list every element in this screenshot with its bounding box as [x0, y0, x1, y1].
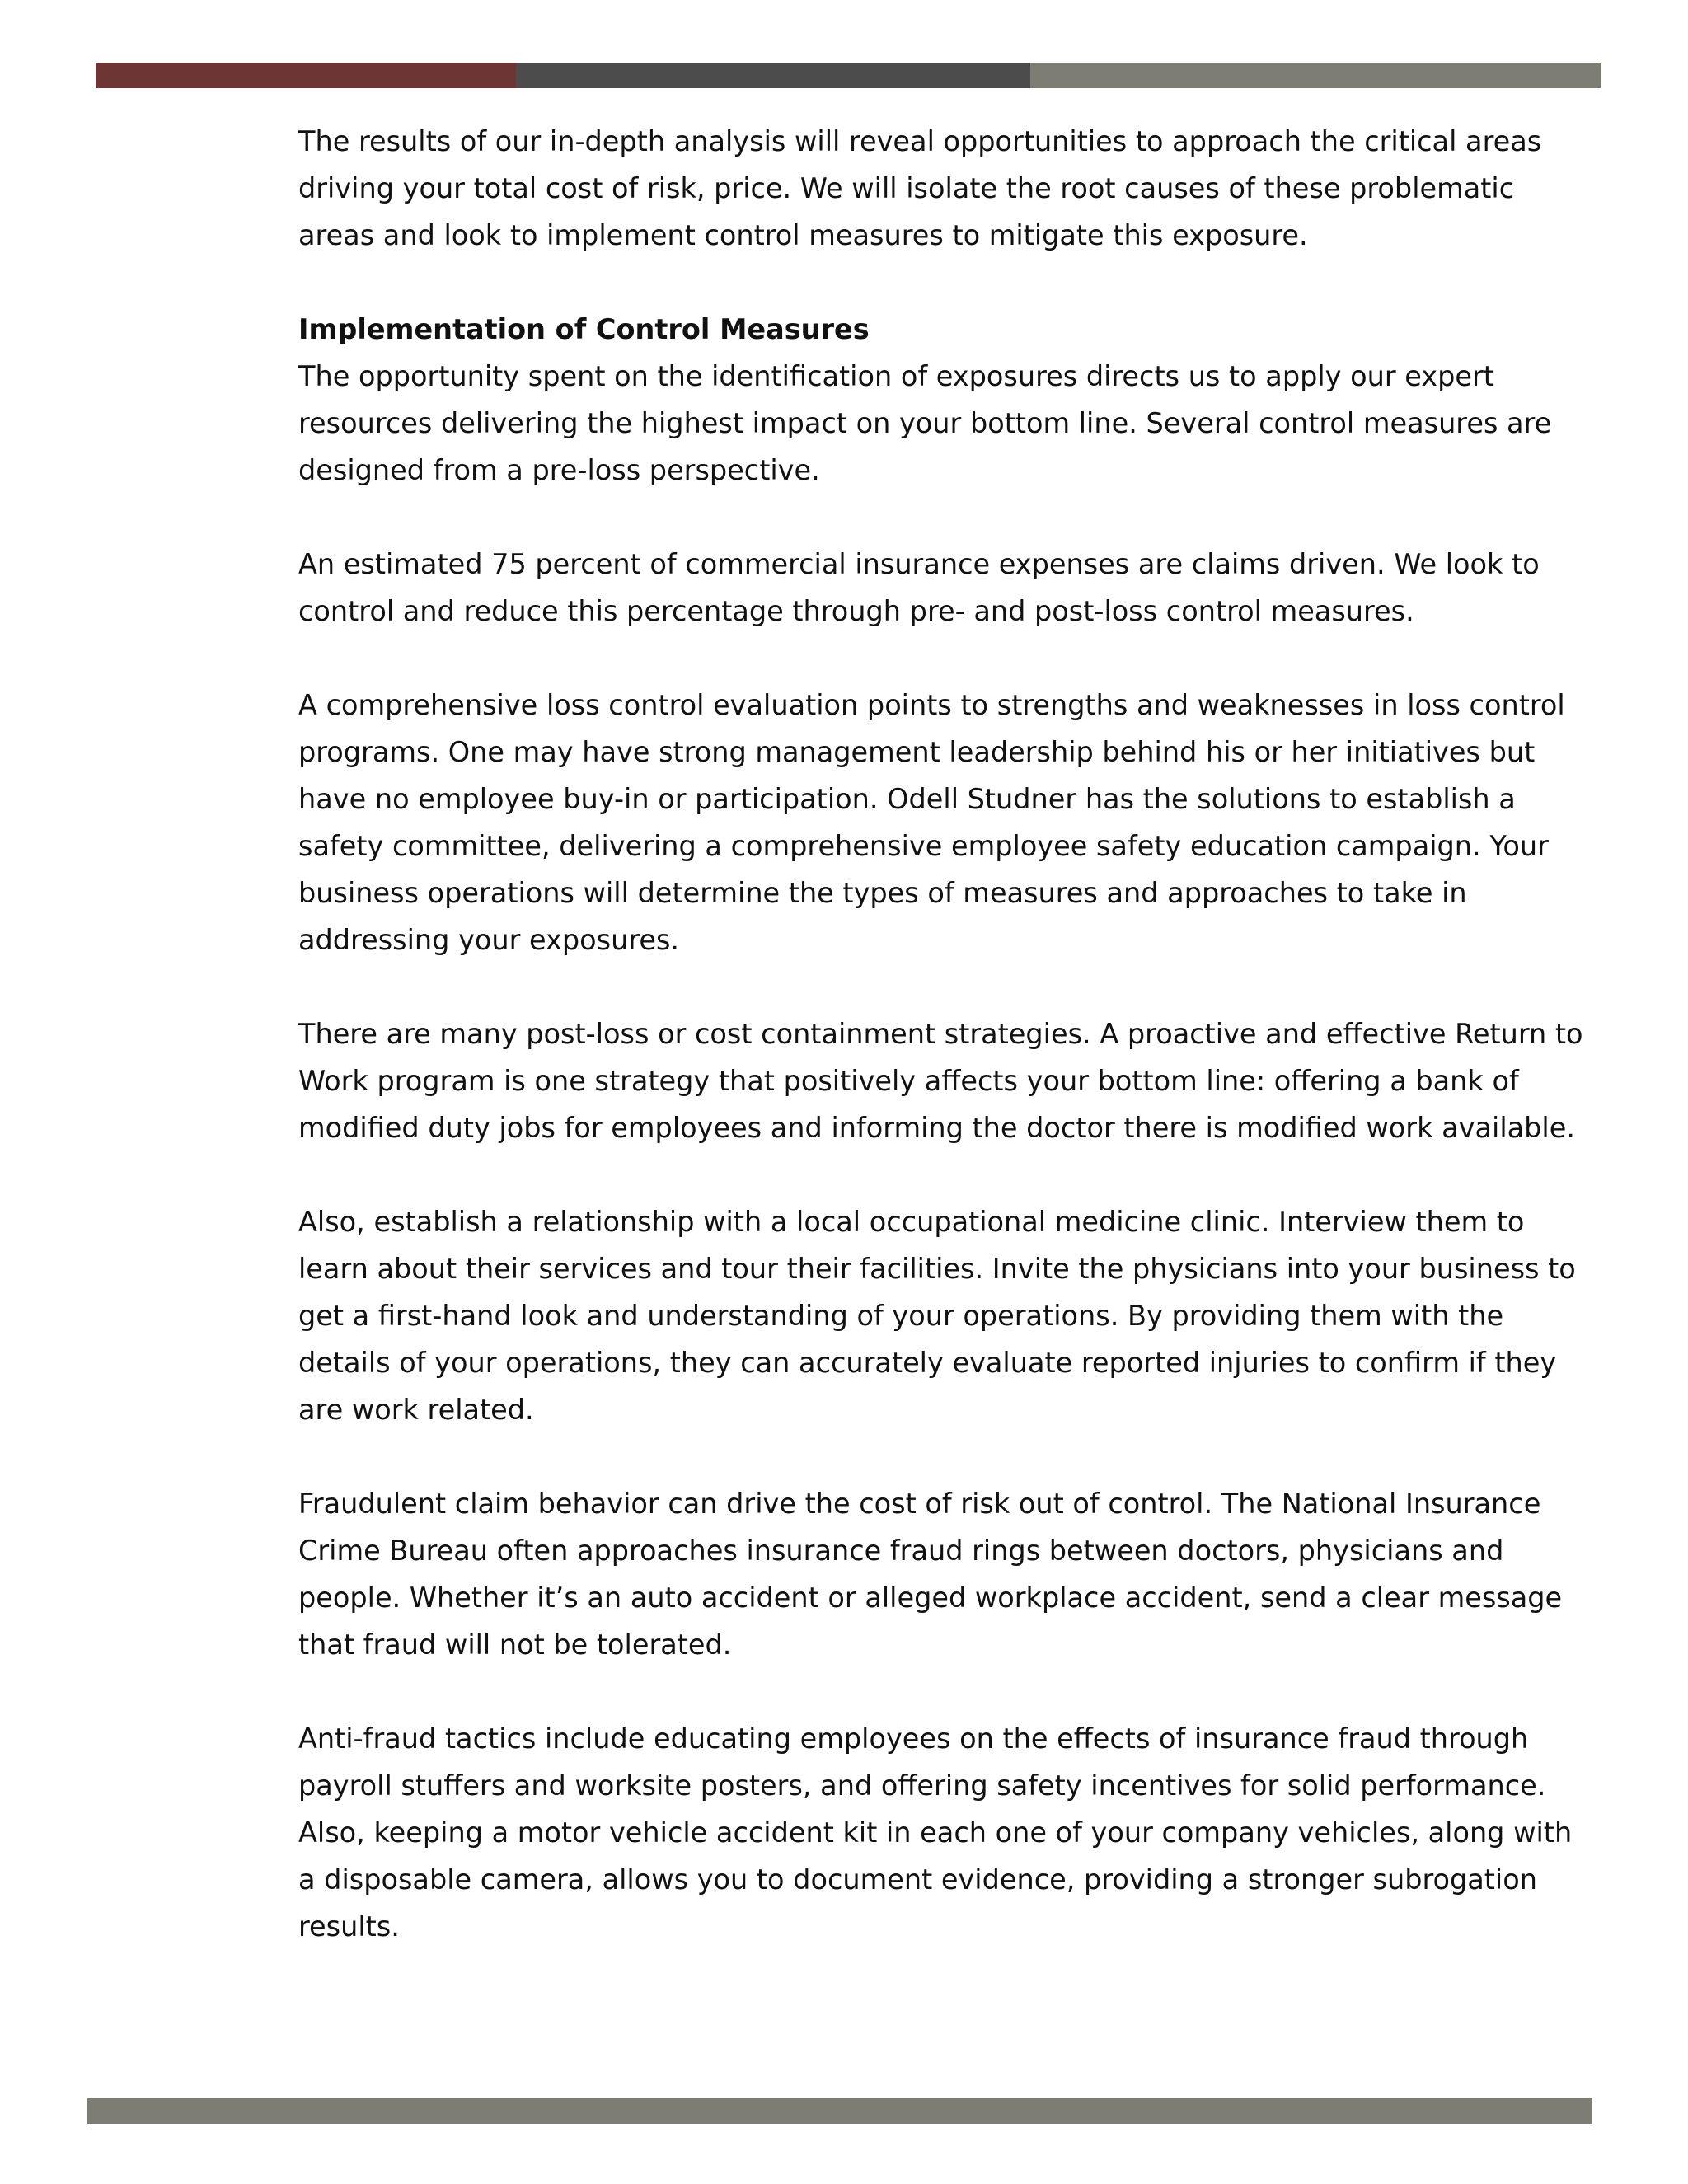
header-bar-segment-red [96, 63, 516, 88]
body-paragraph: A comprehensive loss control evaluation points to strengths and weaknesses in loss control programs. One may have strong management leadership behind his or her initiatives but have no employee buy-in or participation. Odell Studner has the solutions to establish a safety committee, delivering a comprehensive employee safety education campaign. Your business operations will determine the types of measures and approaches to take in addressing your exposures. [298, 689, 1565, 956]
body-paragraph: Anti-fraud tactics include educating employees on the effects of insurance fraud through payroll stuffers and worksite posters, and offering safety incentives for solid performance. Also, keeping a motor vehicle accident kit in each one of your company vehicles, along with a disposable camera, allows you to document evidence, providing a stronger subrogation results. [298, 1722, 1573, 1943]
footer-color-bar [87, 2098, 1592, 2124]
document-body [298, 118, 1584, 1997]
header-color-bar [96, 63, 1601, 88]
header-bar-segment-gray [1030, 63, 1601, 88]
body-paragraph: Fraudulent claim behavior can drive the cost of risk out of control. The National Insurance Crime Bureau often approaches insurance fraud rings between doctors, physicians and people. Whether it’s an auto accident or alleged workplace accident, send a clear message that fraud will not be tolerated. [298, 1488, 1563, 1661]
body-paragraph: The opportunity spent on the identification of exposures directs us to apply our expert resources delivering the highest impact on your bottom line. Several control measures are designed from a pre-loss perspective. [298, 360, 1552, 486]
body-paragraph: An estimated 75 percent of commercial insurance expenses are claims driven. We look to control and reduce this percentage through pre- and post-loss control measures. [298, 548, 1540, 627]
section-heading: Implementation of Control Measures [298, 313, 870, 345]
body-paragraph: There are many post-loss or cost containment strategies. A proactive and effective Return to Work program is one strategy that positively affects your bottom line: offering a bank of modified duty jobs for employees and informing the doctor there is modified work available. [298, 1018, 1583, 1144]
header-bar-segment-dark [516, 63, 1030, 88]
intro-paragraph: The results of our in-depth analysis will reveal opportunities to approach the critical areas driving your total cost of risk, price. We will isolate the root causes of these problematic areas and look to implement control measures to mitigate this exposure. [298, 125, 1542, 251]
body-paragraph: Also, establish a relationship with a local occupational medicine clinic. Interview them to learn about their services and tour their facilities. Invite the physicians into your business to get a first-hand look and understanding of your operations. By providing them with the details of your operations, they can accurately evaluate reported injuries to confirm if they are work related. [298, 1206, 1576, 1426]
